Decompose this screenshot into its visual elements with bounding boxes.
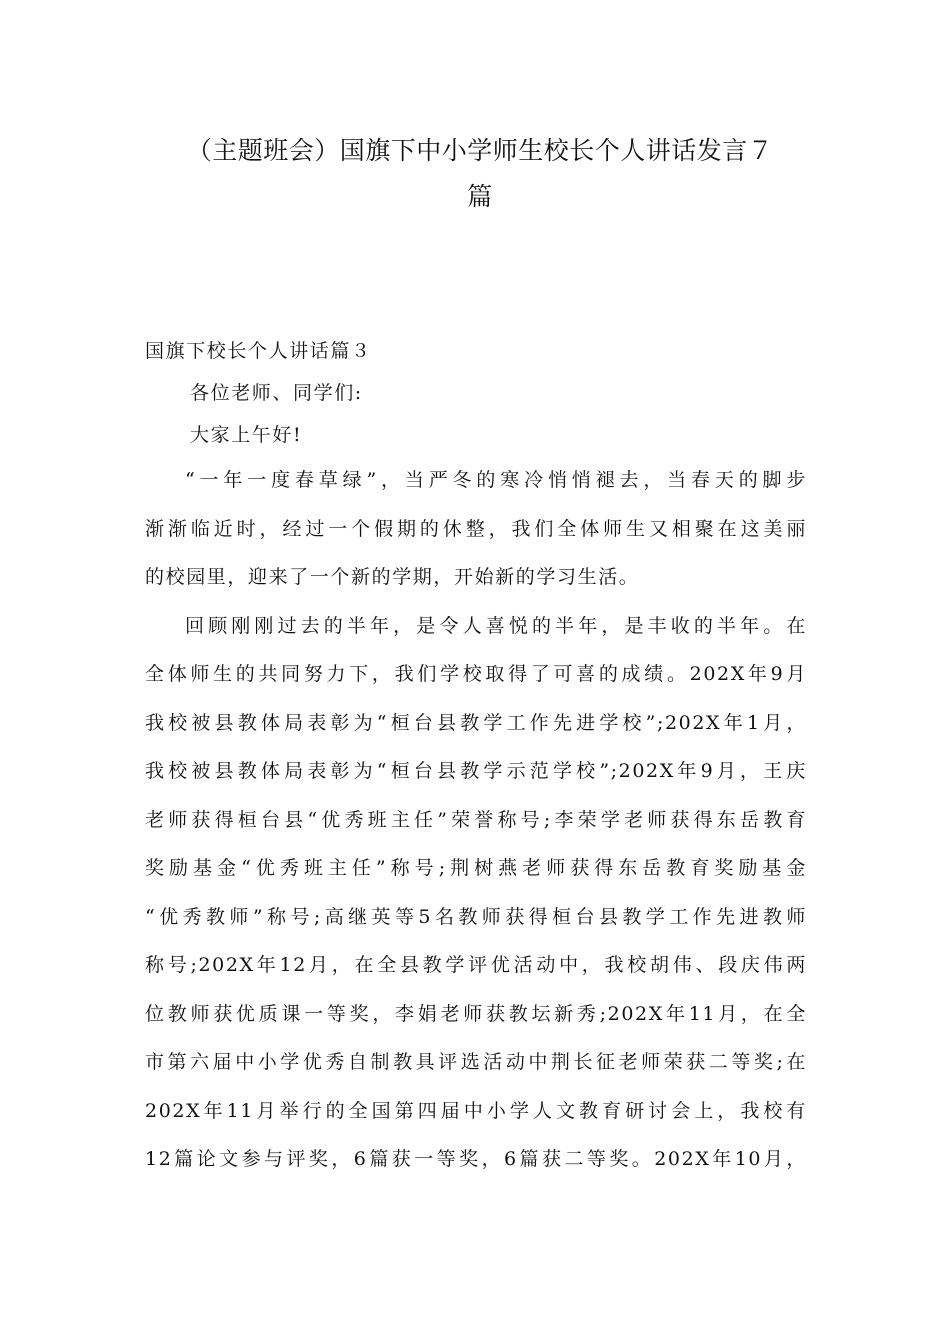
document-body — [145, 330, 807, 1184]
paragraph-line: 奖励基金“优秀班主任”称号;荆树燕老师获得东岳教育奖励基金 — [145, 857, 807, 879]
paragraph-1 — [145, 456, 807, 602]
document-title — [120, 128, 840, 220]
title-line-2: 篇 — [467, 182, 493, 211]
paragraph-line: 202X年11月举行的全国第四届中小学人文教育研讨会上，我校有 — [145, 1099, 807, 1122]
greeting: 大家上午好! — [190, 424, 303, 446]
paragraph-line: 12篇论文参与评奖，6篇获一等奖，6篇获二等奖。202X年10月， — [145, 1148, 807, 1170]
paragraph-line: 市第六届中小学优秀自制教具评选活动中荆长征老师荣获二等奖;在 — [145, 1051, 807, 1073]
paragraph-line: 全体师生的共同努力下，我们学校取得了可喜的成绩。202X年9月 — [145, 663, 807, 685]
paragraph-line: 称号;202X年12月，在全县教学评优活动中，我校胡伟、段庆伟两 — [145, 954, 807, 976]
paragraph-line: “一年一度春草绿”，当严冬的寒冷悄悄褪去，当春天的脚步 — [185, 469, 807, 491]
paragraph-line: 的校园里，迎来了一个新的学期，开始新的学习生活。 — [145, 566, 640, 588]
title-line-1: （主题班会）国旗下中小学师生校长个人讲话发言７ — [186, 136, 774, 165]
paragraph-line: 我校被县教体局表彰为“桓台县教学工作先进学校”;202X年1月， — [145, 711, 807, 734]
section-heading: 国旗下校长个人讲话篇３ — [145, 340, 372, 362]
salutation: 各位老师、同学们: — [190, 382, 363, 404]
paragraph-line: 渐渐临近时，经过一个假期的休整，我们全体师生又相聚在这美丽 — [145, 517, 807, 540]
paragraph-line: 回顾刚刚过去的半年，是令人喜悦的半年，是丰收的半年。在 — [185, 614, 807, 637]
paragraph-line: 位教师获优质课一等奖，李娟老师获教坛新秀;202X年11月，在全 — [145, 1002, 807, 1025]
paragraph-2 — [145, 602, 807, 1184]
paragraph-line: “优秀教师”称号;高继英等5名教师获得桓台县教学工作先进教师 — [145, 905, 807, 928]
paragraph-line: 老师获得桓台县“优秀班主任”荣誉称号;李荣学老师获得东岳教育 — [145, 808, 807, 831]
paragraph-line: 我校被县教体局表彰为“桓台县教学示范学校”;202X年9月，王庆 — [145, 760, 807, 782]
